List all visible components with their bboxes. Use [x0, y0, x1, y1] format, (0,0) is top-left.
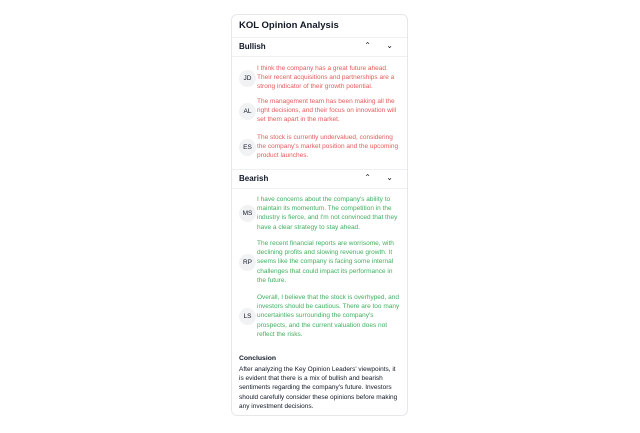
- conclusion-text: After analyzing the Key Opinion Leaders' viewpoints, it is evident that there is a mix of bullish and bearish sentiments regarding the company's future. Investors should carefully consider these opinions before making any investment decisions.: [239, 366, 398, 410]
- chevron-down-icon[interactable]: ⌄: [386, 173, 393, 182]
- opinion-item: [239, 195, 401, 232]
- opinion-item: [239, 133, 401, 161]
- bearish-section-title: Bearish: [239, 174, 269, 183]
- avatar: LS: [239, 308, 256, 325]
- avatar: MS: [239, 205, 256, 222]
- avatar: JD: [239, 70, 256, 87]
- kol-analysis-card: [231, 14, 408, 416]
- chevron-down-icon[interactable]: ⌄: [386, 41, 393, 50]
- bullish-section-title: Bullish: [239, 42, 266, 51]
- conclusion-title: Conclusion: [239, 355, 277, 362]
- divider: [232, 56, 407, 57]
- chevron-up-icon[interactable]: ⌃: [364, 173, 371, 182]
- opinion-item: [239, 97, 401, 125]
- opinion-item: [239, 239, 401, 285]
- avatar: AL: [239, 103, 256, 120]
- divider: [232, 188, 407, 189]
- avatar: RP: [239, 254, 256, 271]
- opinion-text: The stock is currently undervalued, considering the company's market position and the upcoming product launches.: [257, 134, 399, 160]
- opinion-text: Overall, I believe that the stock is overhyped, and investors should be cautious. There are too many uncertainties surrounding the company's prospects, and the current valuation does not reflect the risks.: [257, 294, 400, 338]
- opinion-text: The management team has been making all the right decisions, and their focus on innovation will set them apart in the market.: [257, 98, 397, 124]
- bearish-section-header[interactable]: [232, 170, 407, 188]
- opinion-item: [239, 293, 401, 339]
- page-title: KOL Opinion Analysis: [239, 20, 339, 31]
- bullish-section-header[interactable]: [232, 38, 407, 56]
- chevron-up-icon[interactable]: ⌃: [364, 41, 371, 50]
- opinion-text: The recent financial reports are worrisome, with declining profits and slowing revenue growth. It seems like the company is facing some internal challenges that could impact its performance in the future.: [257, 240, 394, 284]
- opinion-item: [239, 64, 401, 92]
- opinion-text: I think the company has a great future ahead. Their recent acquisitions and partnerships are a strong indicator of their growth potential.: [257, 65, 395, 91]
- avatar: ES: [239, 139, 256, 156]
- opinion-text: I have concerns about the company's ability to maintain its momentum. The competition in the industry is fierce, and I'm not convinced that they have a clear strategy to stay ahead.: [257, 196, 398, 231]
